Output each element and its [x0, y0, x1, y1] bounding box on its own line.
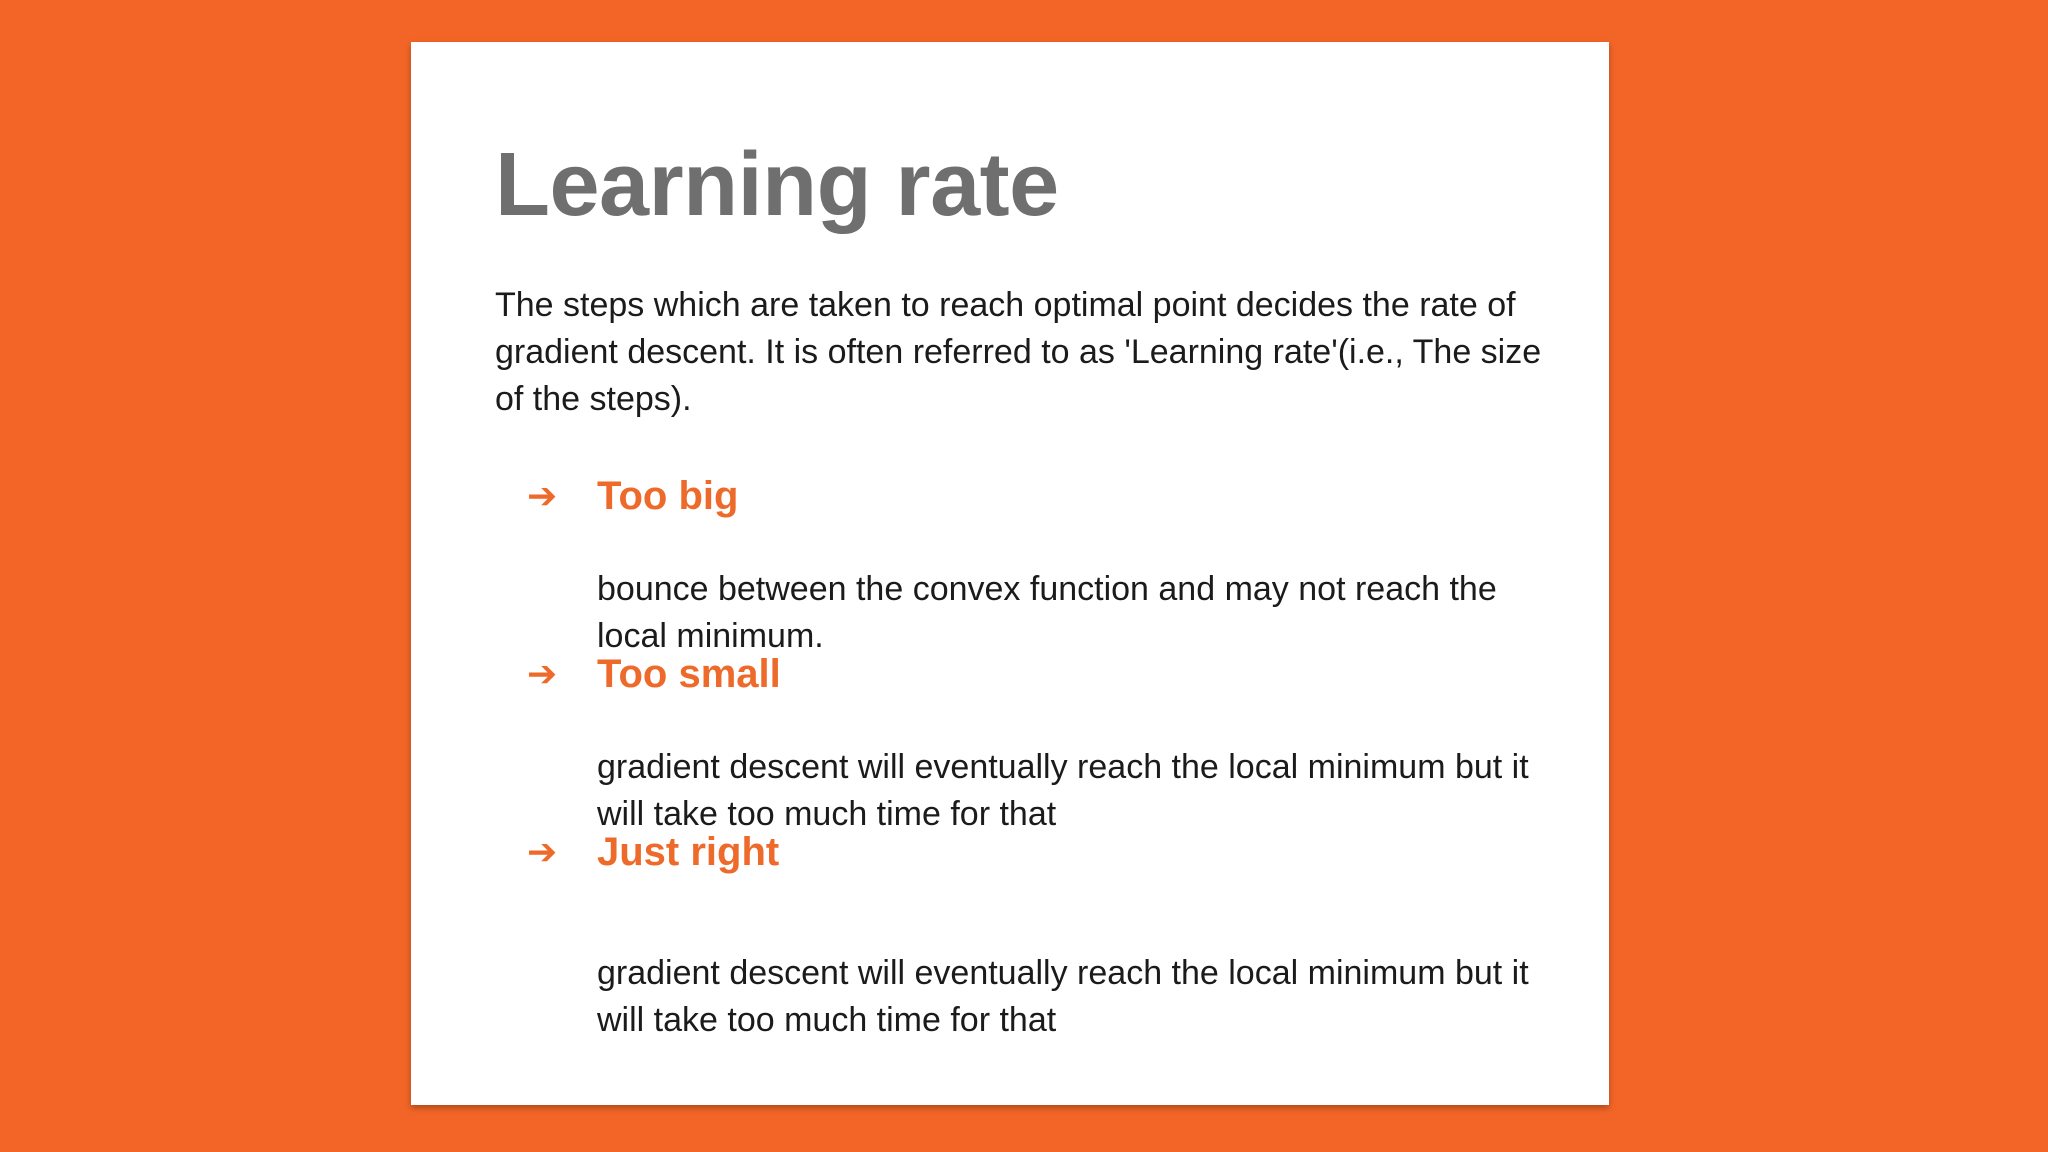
bullet-description: bounce between the convex function and may not reach the local minimum. — [597, 570, 1497, 655]
right-arrow-icon: ➔ — [527, 831, 558, 872]
right-arrow-icon: ➔ — [527, 475, 558, 516]
right-arrow-icon: ➔ — [527, 653, 558, 694]
bullet-heading: Too big — [597, 474, 739, 518]
slide-title: Learning rate — [495, 135, 1059, 235]
bullet-description: gradient descent will eventually reach the local minimum but it will take too much time for that — [597, 748, 1529, 833]
intro-paragraph: The steps which are taken to reach optimal point decides the rate of gradient descent. It is often referred to as 'Learning rate'(i.e., The size of the steps). — [495, 286, 1542, 418]
bullet-heading: Just right — [597, 830, 780, 874]
bullet-description: gradient descent will eventually reach the local minimum but it will take too much time for that — [597, 954, 1529, 1039]
bullet-heading: Too small — [597, 652, 781, 696]
slide-card — [411, 42, 1609, 1105]
